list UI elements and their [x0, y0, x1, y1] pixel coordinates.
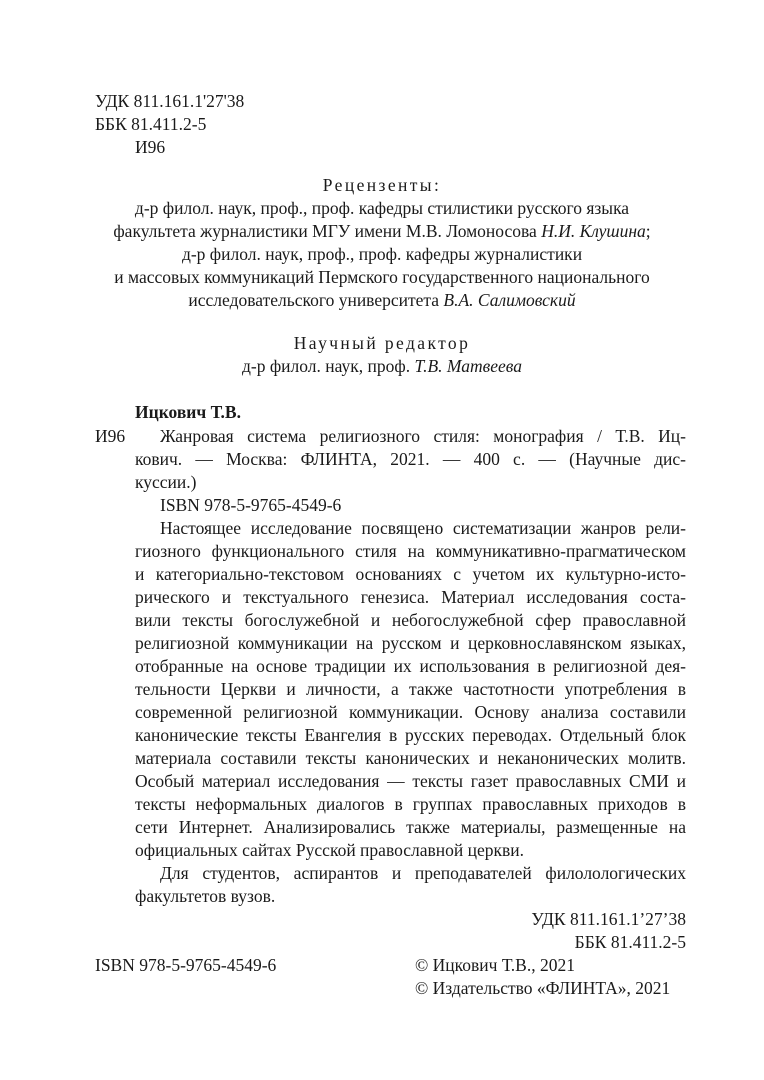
abstract-line: Особый материал исследования — тексты газет православных СМИ и [135, 771, 686, 791]
reviewer-2-line-3 [0, 289, 764, 312]
record-udk: УДК 811.161.1’27’38 [531, 909, 686, 929]
reviewer-1-affiliation: факультета журналистики МГУ имени М.В. Ломоносова [113, 221, 542, 241]
audience-line: факультетов вузов. [135, 886, 276, 906]
reviewer-2-line-2: и массовых коммуникаций Пермского государственного национального [114, 267, 650, 287]
abstract-line: религиозной коммуникации на русском и церковнославянском языках, [135, 633, 686, 653]
editor-credentials: д-р филол. наук, проф. [241, 356, 415, 376]
record-title-line: Жанровая система религиозного стиля: монография / Т.В. Иц- [160, 426, 686, 446]
abstract-line: и категориально-текстовом основаниях с учетом их культурно-исто- [135, 564, 686, 584]
abstract-line: отобранные на основе традиции их использования в религиозной дея- [135, 656, 686, 676]
record-title-line: кович. — Москва: ФЛИНТА, 2021. — 400 с. — (Научные дис- [135, 449, 686, 469]
editor-line [0, 355, 764, 378]
reviewer-1-name: Н.И. Клушина [541, 221, 646, 241]
bbk-code-top: ББК 81.411.2-5 [95, 114, 207, 134]
abstract-line: сети Интернет. Анализировались также материалы, размещенные на [135, 817, 686, 837]
abstract-line: канонические тексты Евангелия в русских переводах. Отдельный блок [135, 725, 686, 745]
abstract-line: рического и текстуального генезиса. Материал исследования соста- [135, 587, 686, 607]
reviewers-heading: Рецензенты: [322, 175, 442, 195]
abstract-line: материала составили тексты канонических и неканонических молитв. [135, 748, 686, 768]
abstract-line: тельности Церкви и личности, а также частотности употребления в [135, 679, 686, 699]
record-isbn: ISBN 978-5-9765-4549-6 [160, 495, 342, 515]
audience-line: Для студентов, аспирантов и преподавателей филолологических [160, 863, 686, 883]
reviewer-2-name: В.А. Салимовский [443, 290, 576, 310]
imprint-isbn: ISBN 978-5-9765-4549-6 [95, 955, 277, 975]
record-author-mark: И96 [95, 426, 126, 446]
abstract-line: современной религиозной коммуникации. Основу анализа составили [135, 702, 686, 722]
copyright-publisher: © Издательство «ФЛИНТА», 2021 [415, 978, 671, 998]
reviewer-1-separator: ; [645, 221, 651, 241]
abstract-line: гиозного функционального стиля на коммуникативно-прагматическом [135, 541, 686, 561]
udk-code-top: УДК 811.161.1'27'38 [95, 91, 245, 111]
record-author: Ицкович Т.В. [135, 402, 241, 422]
abstract-line: официальных сайтах Русской православной церкви. [135, 840, 525, 860]
reviewer-2-line-1: д-р филол. наук, проф., проф. кафедры журналистики [181, 244, 583, 264]
editor-heading: Научный редактор [293, 333, 471, 353]
record-title-line: куссии.) [135, 472, 197, 492]
reviewer-1-line-1: д-р филол. наук, проф., проф. кафедры стилистики русского языка [134, 198, 630, 218]
abstract-line: тексты неформальных диалогов в группах православных приходов в [135, 794, 686, 814]
author-mark-top: И96 [135, 137, 166, 157]
record-bbk: ББК 81.411.2-5 [574, 932, 686, 952]
reviewer-1-line-2 [0, 220, 764, 243]
copyright-author: © Ицкович Т.В., 2021 [415, 955, 575, 975]
abstract-line: Настоящее исследование посвящено систематизации жанров рели- [160, 518, 686, 538]
reviewer-2-affiliation: исследовательского университета [188, 290, 444, 310]
editor-name: Т.В. Матвеева [414, 356, 523, 376]
abstract-line: вили тексты богослужебной и небогослужебной сфер православной [135, 610, 686, 630]
